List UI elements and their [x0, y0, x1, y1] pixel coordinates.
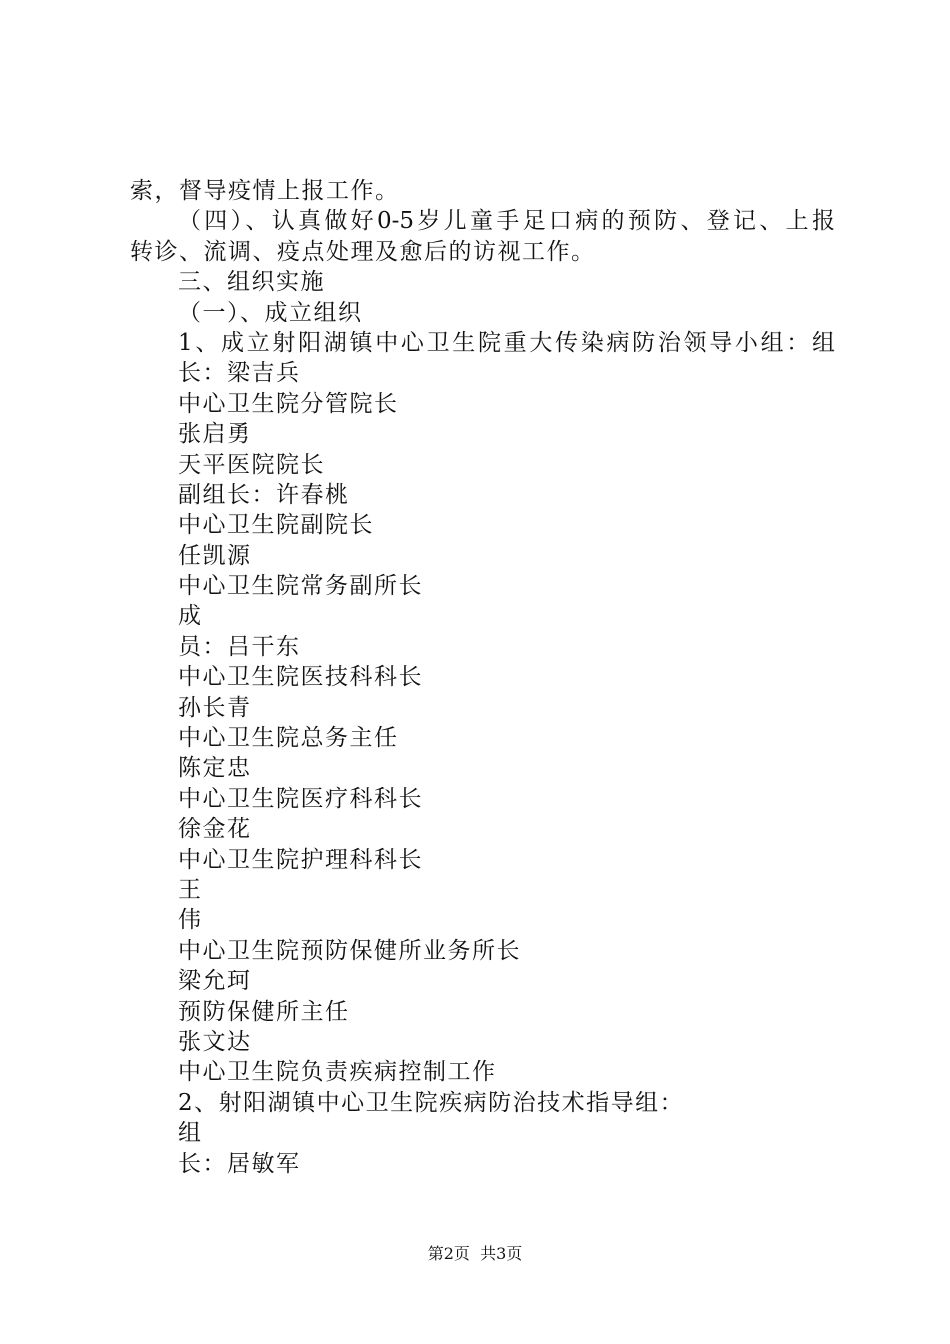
text-line: （四）、认真做好0-5岁儿童手足口病的预防、登记、上报: [178, 208, 835, 235]
text-line: 转诊、流调、疫点处理及愈后的访视工作。: [130, 238, 596, 265]
text-line: 中心卫生院常务副所长: [178, 573, 423, 600]
text-line: 长：居敏军: [178, 1150, 301, 1177]
text-line: 中心卫生院护理科科长: [178, 846, 423, 873]
text-line: 中心卫生院副院长: [178, 512, 374, 539]
text-line: 成: [178, 603, 203, 630]
text-line: 天平医院院长: [178, 451, 325, 478]
subsection-heading: （一）、成立组织: [178, 299, 363, 326]
text-line: 2、射阳湖镇中心卫生院疾病防治技术指导组：: [178, 1089, 685, 1116]
text-line: 王: [178, 876, 203, 903]
text-line: 副组长：许春桃: [178, 481, 350, 508]
text-line: 索，督导疫情上报工作。: [130, 178, 400, 204]
text-line: 徐金花: [178, 816, 252, 843]
text-line: 孙长青: [178, 694, 252, 721]
text-line: 员：吕干东: [178, 633, 301, 660]
text-line: 中心卫生院负责疾病控制工作: [178, 1059, 497, 1086]
text-line: 1、成立射阳湖镇中心卫生院重大传染病防治领导小组：组: [178, 329, 835, 356]
page-number-label: 第2页 共3页: [427, 1244, 523, 1263]
text-line: 伟: [178, 907, 203, 934]
text-line: 中心卫生院预防保健所业务所长: [178, 937, 521, 964]
text-line: 中心卫生院医技科科长: [178, 664, 423, 691]
page-footer: [0, 1243, 950, 1265]
text-line: 梁允珂: [178, 968, 252, 995]
text-line: 组: [178, 1120, 203, 1147]
text-line: 长：梁吉兵: [178, 360, 301, 387]
document-body: [130, 176, 835, 1179]
text-line: 任凯源: [178, 542, 252, 569]
text-line: 中心卫生院总务主任: [178, 725, 399, 752]
text-line: 中心卫生院医疗科科长: [178, 785, 423, 812]
text-line: 陈定忠: [178, 755, 252, 782]
text-line: 预防保健所主任: [178, 998, 350, 1025]
text-line: 张文达: [178, 1028, 252, 1055]
text-line: 中心卫生院分管院长: [178, 390, 399, 417]
text-line: 张启勇: [178, 421, 252, 448]
section-heading: 三、组织实施: [178, 269, 325, 296]
